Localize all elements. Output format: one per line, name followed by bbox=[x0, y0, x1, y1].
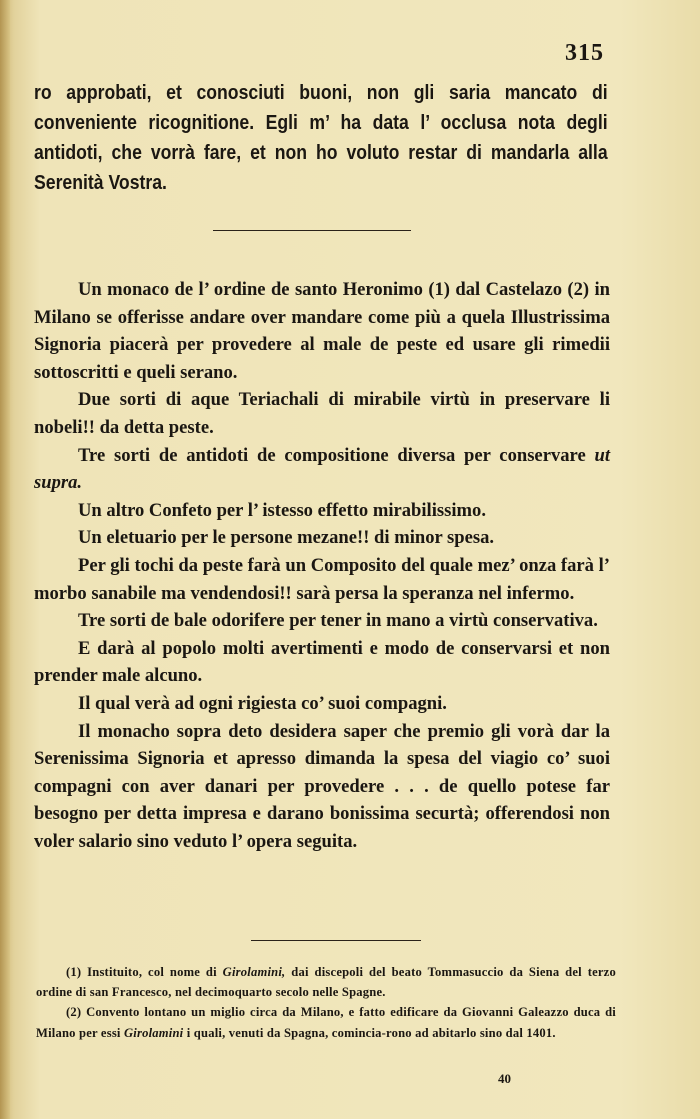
signature-mark: 40 bbox=[498, 1071, 511, 1086]
footnote-1-italic: Girolamini, bbox=[222, 965, 286, 979]
page-number: 315 bbox=[565, 40, 604, 66]
body-paragraph-6: Per gli tochi da peste farà un Composito del quale mez’ onza farà l’ morbo sanabile ma vendendosi!! sarà persa la speranza nel infermo. bbox=[34, 554, 610, 604]
body-paragraph-1: Un monaco de l’ ordine de santo Heronimo (1) dal Castelazo (2) in Milano se offerisse andare over mandare come più a quela Illustrissima Signoria piacerà per provedere al male de peste ed usare gli rimedii sottoscritti e queli serano. bbox=[34, 279, 610, 383]
footnote-2-italic: Girolamini bbox=[124, 1025, 184, 1040]
footnote-2-text-b: i quali, venuti da Spagna, comincia-rono ad abitarlo sino dal 1401. bbox=[186, 1025, 556, 1040]
footnote-1-text-a: (1) Instituito, col nome di bbox=[66, 965, 217, 979]
body-paragraph-10: Il monacho sopra deto desidera saper che premio gli vorà dar la Serenissima Signoria et apresso dimanda la spesa del viagio co’ suoi compagni con aver danari per provedere . . . de quello potese far besogno per detta impresa e darano bonissima securtà; offerendosi non voler salario sino veduto l’ opera seguita. bbox=[34, 720, 610, 852]
body-paragraph-5: Un eletuario per le persone mezane!! di minor spesa. bbox=[78, 527, 495, 549]
document-body bbox=[34, 276, 610, 855]
footnote-2 bbox=[36, 1002, 616, 1042]
section-divider-top bbox=[213, 230, 411, 231]
body-paragraph-2: Due sorti di aque Teriachali di mirabile virtù in preservare li nobeli!! da detta peste. bbox=[34, 389, 610, 438]
letter-paragraph: ro approbati, et conosciuti buoni, non gli saria mancato di conveniente ricognitione. Egli m’ ha data l’ occlusa nota degli antidoti, che vorrà fare, et non ho voluto restar di mandarla alla Serenità Vostra. bbox=[34, 81, 608, 194]
body-paragraph-3 bbox=[34, 442, 610, 497]
footnotes bbox=[36, 962, 616, 1043]
letter-closing-paragraph bbox=[34, 78, 608, 198]
footnote-divider bbox=[251, 940, 421, 941]
body-paragraph-3-italic: ut supra. bbox=[34, 444, 610, 494]
body-paragraph-8: E darà al popolo molti avertimenti e modo de conservarsi et non prender male alcuno. bbox=[34, 637, 610, 687]
body-paragraph-4: Un altro Confeto per l’ istesso effetto mirabilissimo. bbox=[78, 499, 486, 521]
footnote-1-text-b: dai discepoli del beato Tommasuccio da Siena del terzo ordine di san Francesco, nel decimoquarto secolo nelle Spagne. bbox=[36, 965, 616, 1000]
body-paragraph-3-text: Tre sorti de antidoti de compositione diversa per conservare bbox=[78, 444, 586, 466]
body-paragraph-7: Tre sorti de bale odorifere per tener in mano a virtù conservativa. bbox=[78, 610, 598, 632]
body-paragraph-9: Il qual verà ad ogni rigiesta co’ suoi compagni. bbox=[78, 692, 447, 714]
page-spine-shadow bbox=[0, 0, 10, 1119]
footnote-2-text-a: (2) Convento lontano un miglio circa da Milano, e fatto edificare da Giovanni Galeazzo duca di Milano per essi bbox=[36, 1005, 616, 1040]
footnote-1 bbox=[36, 962, 616, 1002]
